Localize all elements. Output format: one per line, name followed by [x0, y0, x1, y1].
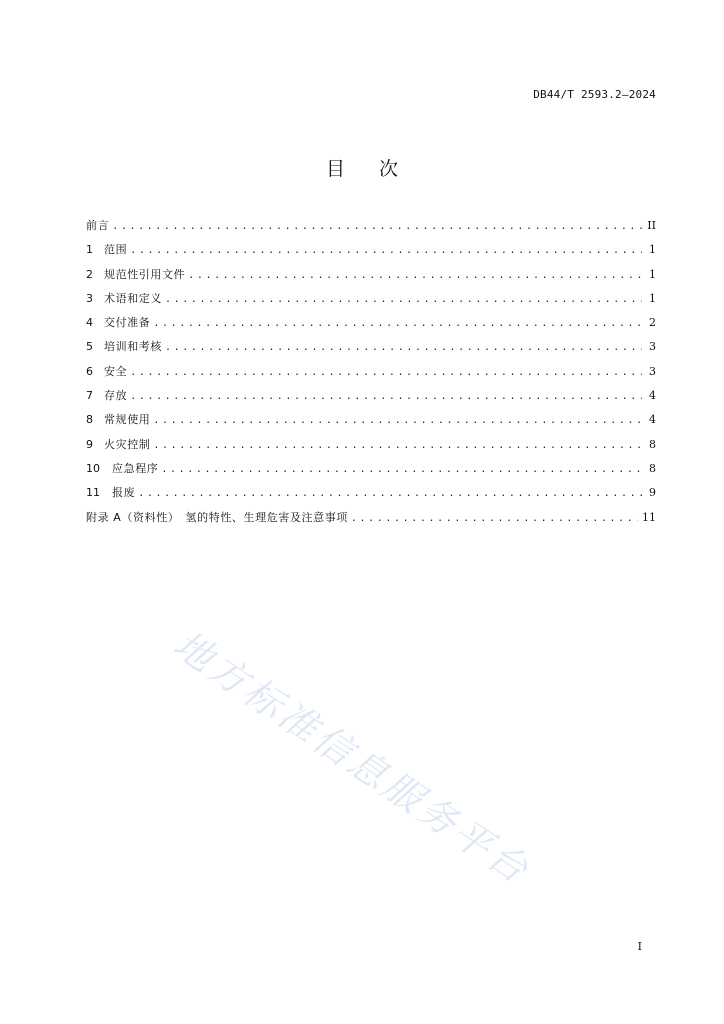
table-of-contents: [86, 216, 656, 532]
toc-entry-safety[interactable]: [86, 362, 656, 386]
toc-entry-label: 存放: [104, 389, 128, 403]
toc-entry-page: 1: [649, 243, 656, 257]
toc-entry-storage[interactable]: [86, 386, 656, 410]
toc-entry-terms-definitions[interactable]: [86, 289, 656, 313]
toc-entry-label: 规范性引用文件: [104, 267, 186, 281]
toc-entry-number: 10: [86, 461, 100, 475]
toc-entry-page: II: [647, 219, 656, 232]
toc-entry-number: 2: [86, 267, 93, 281]
toc-entry-page: 3: [649, 340, 656, 354]
toc-title: 目次: [325, 158, 432, 180]
toc-entry-label: 火灾控制: [104, 437, 151, 451]
toc-entry-foreword[interactable]: [86, 216, 656, 240]
toc-entry-number: 5: [86, 340, 93, 354]
toc-entry-page: 1: [649, 267, 656, 281]
toc-entry-number: 8: [86, 413, 93, 427]
toc-entry-number: 3: [86, 291, 93, 305]
toc-dot-leader: [130, 363, 642, 383]
toc-entry-appendix-a[interactable]: [86, 508, 656, 532]
toc-dot-leader: [153, 436, 642, 456]
toc-entry-label: 报废: [112, 486, 136, 500]
toc-entry-label: 范围: [104, 243, 128, 257]
document-code: DB44/T 2593.2—2024: [533, 88, 656, 101]
toc-entry-page: 2: [649, 316, 656, 330]
toc-entry-label: 术语和定义: [104, 291, 162, 305]
toc-entry-number: 9: [86, 437, 93, 451]
toc-entry-label: 应急程序: [112, 461, 159, 475]
toc-dot-leader: [153, 411, 642, 431]
toc-dot-leader: [351, 509, 638, 529]
toc-entry-label: 附录 A（资料性） 氢的特性、生理危害及注意事项: [86, 510, 348, 524]
toc-entry-page: 4: [649, 413, 656, 427]
toc-entry-page: 4: [649, 389, 656, 403]
toc-dot-leader: [188, 266, 642, 286]
toc-dot-leader: [165, 290, 642, 310]
toc-entry-number: 6: [86, 364, 93, 378]
toc-dot-leader: [130, 387, 642, 407]
toc-dot-leader: [138, 484, 642, 504]
toc-entry-label: 前言: [86, 219, 110, 232]
toc-entry-fire-control[interactable]: [86, 435, 656, 459]
toc-entry-training[interactable]: [86, 337, 656, 361]
toc-entry-number: 1: [86, 243, 93, 257]
toc-entry-scope[interactable]: [86, 240, 656, 264]
toc-entry-page: 8: [649, 437, 656, 451]
toc-entry-normative-references[interactable]: [86, 265, 656, 289]
toc-entry-page: 11: [642, 510, 656, 524]
toc-entry-label: 安全: [104, 364, 128, 378]
toc-entry-page: 8: [649, 461, 656, 475]
watermark-text: 地方标准信息服务平台: [165, 622, 539, 894]
toc-entry-routine-use[interactable]: [86, 410, 656, 434]
toc-entry-number: 4: [86, 316, 93, 330]
toc-entry-page: 1: [649, 291, 656, 305]
toc-entry-label: 交付准备: [104, 316, 151, 330]
toc-entry-emergency-procedures[interactable]: [86, 459, 656, 483]
toc-entry-label: 常规使用: [104, 413, 151, 427]
toc-entry-number: 11: [86, 486, 100, 500]
toc-entry-delivery-preparation[interactable]: [86, 313, 656, 337]
page-number: I: [637, 940, 642, 953]
toc-entry-number: 7: [86, 389, 93, 403]
toc-dot-leader: [112, 217, 642, 237]
toc-entry-disposal[interactable]: [86, 483, 656, 507]
toc-dot-leader: [165, 338, 642, 358]
toc-entry-page: 9: [649, 486, 656, 500]
toc-dot-leader: [130, 241, 642, 261]
toc-dot-leader: [153, 314, 642, 334]
toc-dot-leader: [161, 460, 642, 480]
toc-entry-label: 培训和考核: [104, 340, 162, 354]
toc-entry-page: 3: [649, 364, 656, 378]
